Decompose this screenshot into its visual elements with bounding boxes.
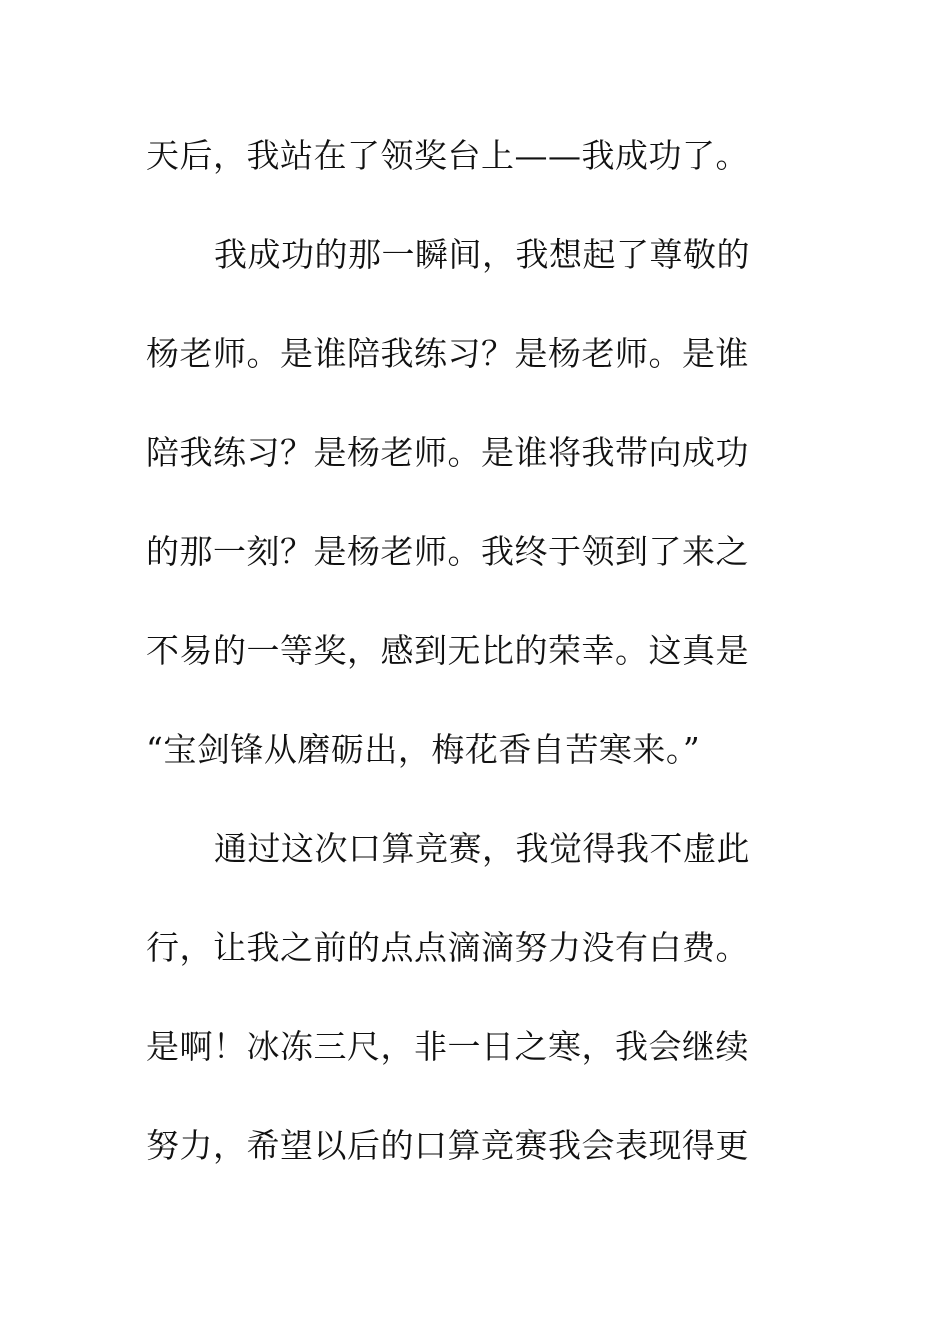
text-line-9: 行，让我之前的点点滴滴努力没有白费。 (146, 928, 749, 967)
document-body (146, 126, 786, 1215)
text-line-7: “宝剑锋从磨砺出，梅花香自苦寒来。” (146, 730, 701, 769)
text-line-10: 是啊！冰冻三尺，非一日之寒，我会继续 (146, 1027, 749, 1066)
text-line-8: 通过这次口算竞赛，我觉得我不虚此 (214, 829, 750, 868)
text-line-11: 努力，希望以后的口算竞赛我会表现得更 (146, 1126, 749, 1165)
text-line-5: 的那一刻？是杨老师。我终于领到了来之 (146, 532, 749, 571)
text-line-6: 不易的一等奖，感到无比的荣幸。这真是 (146, 631, 749, 670)
text-line-2: 我成功的那一瞬间，我想起了尊敬的 (214, 235, 750, 274)
text-line-4: 陪我练习？是杨老师。是谁将我带向成功 (146, 433, 749, 472)
text-line-1: 天后，我站在了领奖台上——我成功了。 (146, 136, 749, 175)
text-line-3: 杨老师。是谁陪我练习？是杨老师。是谁 (146, 334, 749, 373)
